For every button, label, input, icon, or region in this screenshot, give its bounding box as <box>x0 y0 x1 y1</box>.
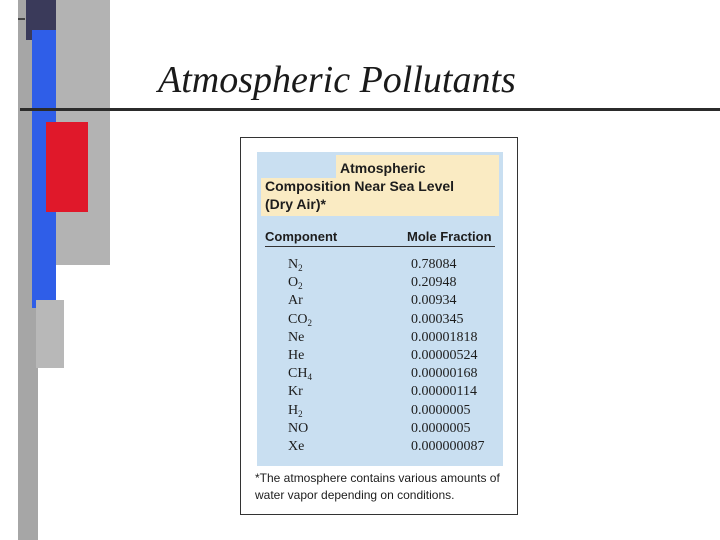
table-cell-mole-fraction: 0.000000087 <box>411 439 485 454</box>
table-cell-mole-fraction: 0.00001818 <box>411 329 478 345</box>
table-title-line1: Atmospheric <box>340 160 426 176</box>
table-header-notch <box>261 155 336 178</box>
composition-table-card <box>240 137 518 515</box>
column-header-component: Component <box>265 229 338 244</box>
table-title-line2: Composition Near Sea Level <box>265 178 455 194</box>
table-cell-component <box>288 329 304 347</box>
table-cell-component <box>288 256 303 274</box>
decor-gray-lower <box>36 300 64 368</box>
table-cell-mole-fraction: 0.20948 <box>411 275 457 291</box>
table-cell-mole-fraction: 0.78084 <box>411 257 457 272</box>
title-underline <box>20 108 720 111</box>
table-cell-component <box>288 383 303 401</box>
table-cell-component <box>288 438 304 456</box>
table-cell-mole-fraction: 0.00000114 <box>411 384 477 400</box>
component-symbol: He <box>288 348 305 363</box>
table-title-line3: (Dry Air)* <box>265 196 326 212</box>
table-cell-component <box>288 347 304 365</box>
table-cell-component <box>288 365 312 383</box>
component-symbol: CO <box>288 311 308 327</box>
slide-title: Atmospheric Pollutants <box>158 59 516 101</box>
component-subscript: 2 <box>298 281 303 292</box>
table-cell-mole-fraction: 0.00934 <box>411 293 457 309</box>
decor-red-block <box>46 122 88 212</box>
component-symbol: Kr <box>288 384 303 400</box>
table-cell-mole-fraction: 0.00000524 <box>411 348 478 363</box>
table-cell-mole-fraction: 0.0000005 <box>411 420 471 436</box>
table-cell-mole-fraction: 0.0000005 <box>411 402 471 418</box>
table-cell-mole-fraction: 0.00000168 <box>411 366 478 382</box>
component-symbol: Ne <box>288 329 305 345</box>
component-subscript: 4 <box>307 372 312 383</box>
component-subscript: 2 <box>298 408 303 419</box>
component-subscript: 2 <box>307 317 312 328</box>
table-cell-component <box>288 420 308 438</box>
component-symbol: Xe <box>288 439 305 454</box>
decor-small-dash <box>18 18 25 20</box>
column-header-mole-fraction: Mole Fraction <box>407 229 492 244</box>
component-symbol: N <box>288 257 299 272</box>
table-cell-component <box>288 311 312 329</box>
component-symbol: O <box>288 275 299 291</box>
table-cell-component <box>288 274 303 292</box>
table-cell-mole-fraction: 0.000345 <box>411 311 464 327</box>
column-header-rule <box>265 246 495 247</box>
component-symbol: Ar <box>288 293 303 309</box>
component-symbol: NO <box>288 420 309 436</box>
table-cell-component <box>288 402 303 420</box>
component-subscript: 2 <box>298 263 303 273</box>
component-symbol: CH <box>288 366 308 382</box>
table-cell-component <box>288 292 303 310</box>
component-symbol: H <box>288 402 299 418</box>
table-footnote: *The atmosphere contains various amounts of water vapor depending on conditions. <box>255 471 500 502</box>
